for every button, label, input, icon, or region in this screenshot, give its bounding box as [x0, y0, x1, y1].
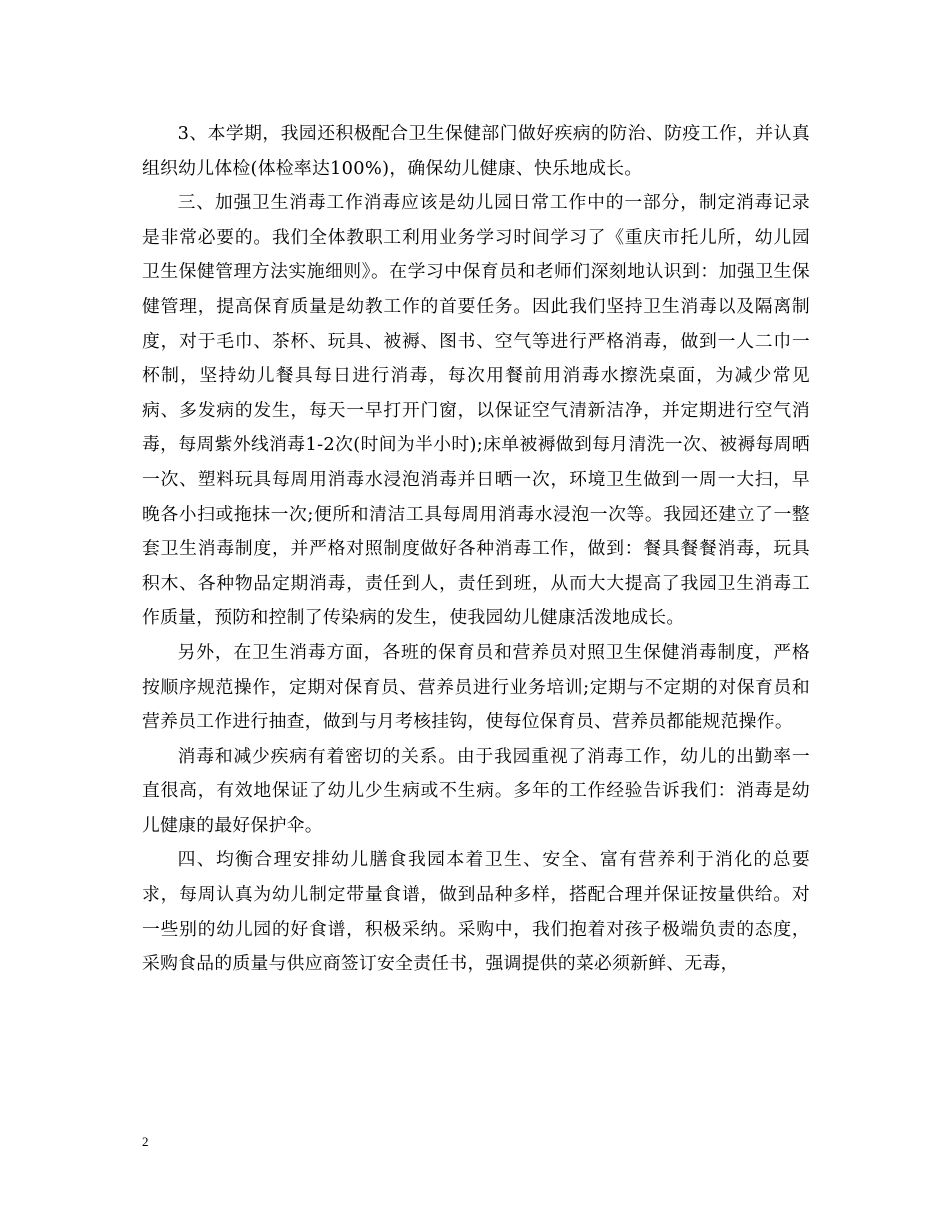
- paragraph-disinfection: 三、加强卫生消毒工作消毒应该是幼儿园日常工作中的一部分，制定消毒记录是非常必要的。我们全体教职工利用业务学习时间学习了《重庆市托儿所，幼儿园卫生保健管理方法实施细则》。在学习中保育员和老师们深刻地认识到：加强卫生保健管理，提高保育质量是幼教工作的首要任务。因此我们坚持卫生消毒以及隔离制度，对于毛巾、茶杯、玩具、被褥、图书、空气等进行严格消毒，做到一人二巾一杯制，坚持幼儿餐具每日进行消毒，每次用餐前用消毒水擦洗桌面，为减少常见病、多发病的发生，每天一早打开门窗，以保证空气清新洁净，并定期进行空气消毒，每周紫外线消毒1-2次(时间为半小时);床单被褥做到每月清洗一次、被褥每周晒一次、塑料玩具每周用消毒水浸泡消毒并日晒一次，环境卫生做到一周一大扫，早晚各小扫或拖抹一次;便所和清洁工具每周用消毒水浸泡一次等。我园还建立了一整套卫生消毒制度，并严格对照制度做好各种消毒工作，做到：餐具餐餐消毒，玩具积木、各种物品定期消毒，责任到人，责任到班，从而大大提高了我园卫生消毒工作质量，预防和控制了传染病的发生，使我园幼儿健康活泼地成长。: [142, 192, 810, 629]
- paragraph-staff-procedures: 另外，在卫生消毒方面，各班的保育员和营养员对照卫生保健消毒制度，严格按顺序规范操作，定期对保育员、营养员进行业务培训;定期与不定期的对保育员和营养员工作进行抽查，做到与月考核挂钩，使每位保育员、营养员都能规范操作。: [142, 641, 810, 733]
- paragraph-checkup: 3、本学期，我园还积极配合卫生保健部门做好疾病的防治、防疫工作，并认真组织幼儿体检(体检率达100%)，确保幼儿健康、快乐地成长。: [142, 123, 810, 179]
- page-number: 2: [142, 1134, 149, 1149]
- document-body: [142, 117, 810, 982]
- paragraph-diet: 四、均衡合理安排幼儿膳食我园本着卫生、安全、富有营养利于消化的总要求，每周认真为幼儿制定带量食谱，做到品种多样，搭配合理并保证按量供给。对一些别的幼儿园的好食谱，积极采纳。采购中，我们抱着对孩子极端负责的态度，采购食品的质量与供应商签订安全责任书，强调提供的菜必须新鲜、无毒，: [142, 849, 810, 975]
- paragraph-disinfection-benefits: 消毒和减少疾病有着密切的关系。由于我园重视了消毒工作，幼儿的出勤率一直很高，有效地保证了幼儿少生病或不生病。多年的工作经验告诉我们：消毒是幼儿健康的最好保护伞。: [142, 745, 810, 836]
